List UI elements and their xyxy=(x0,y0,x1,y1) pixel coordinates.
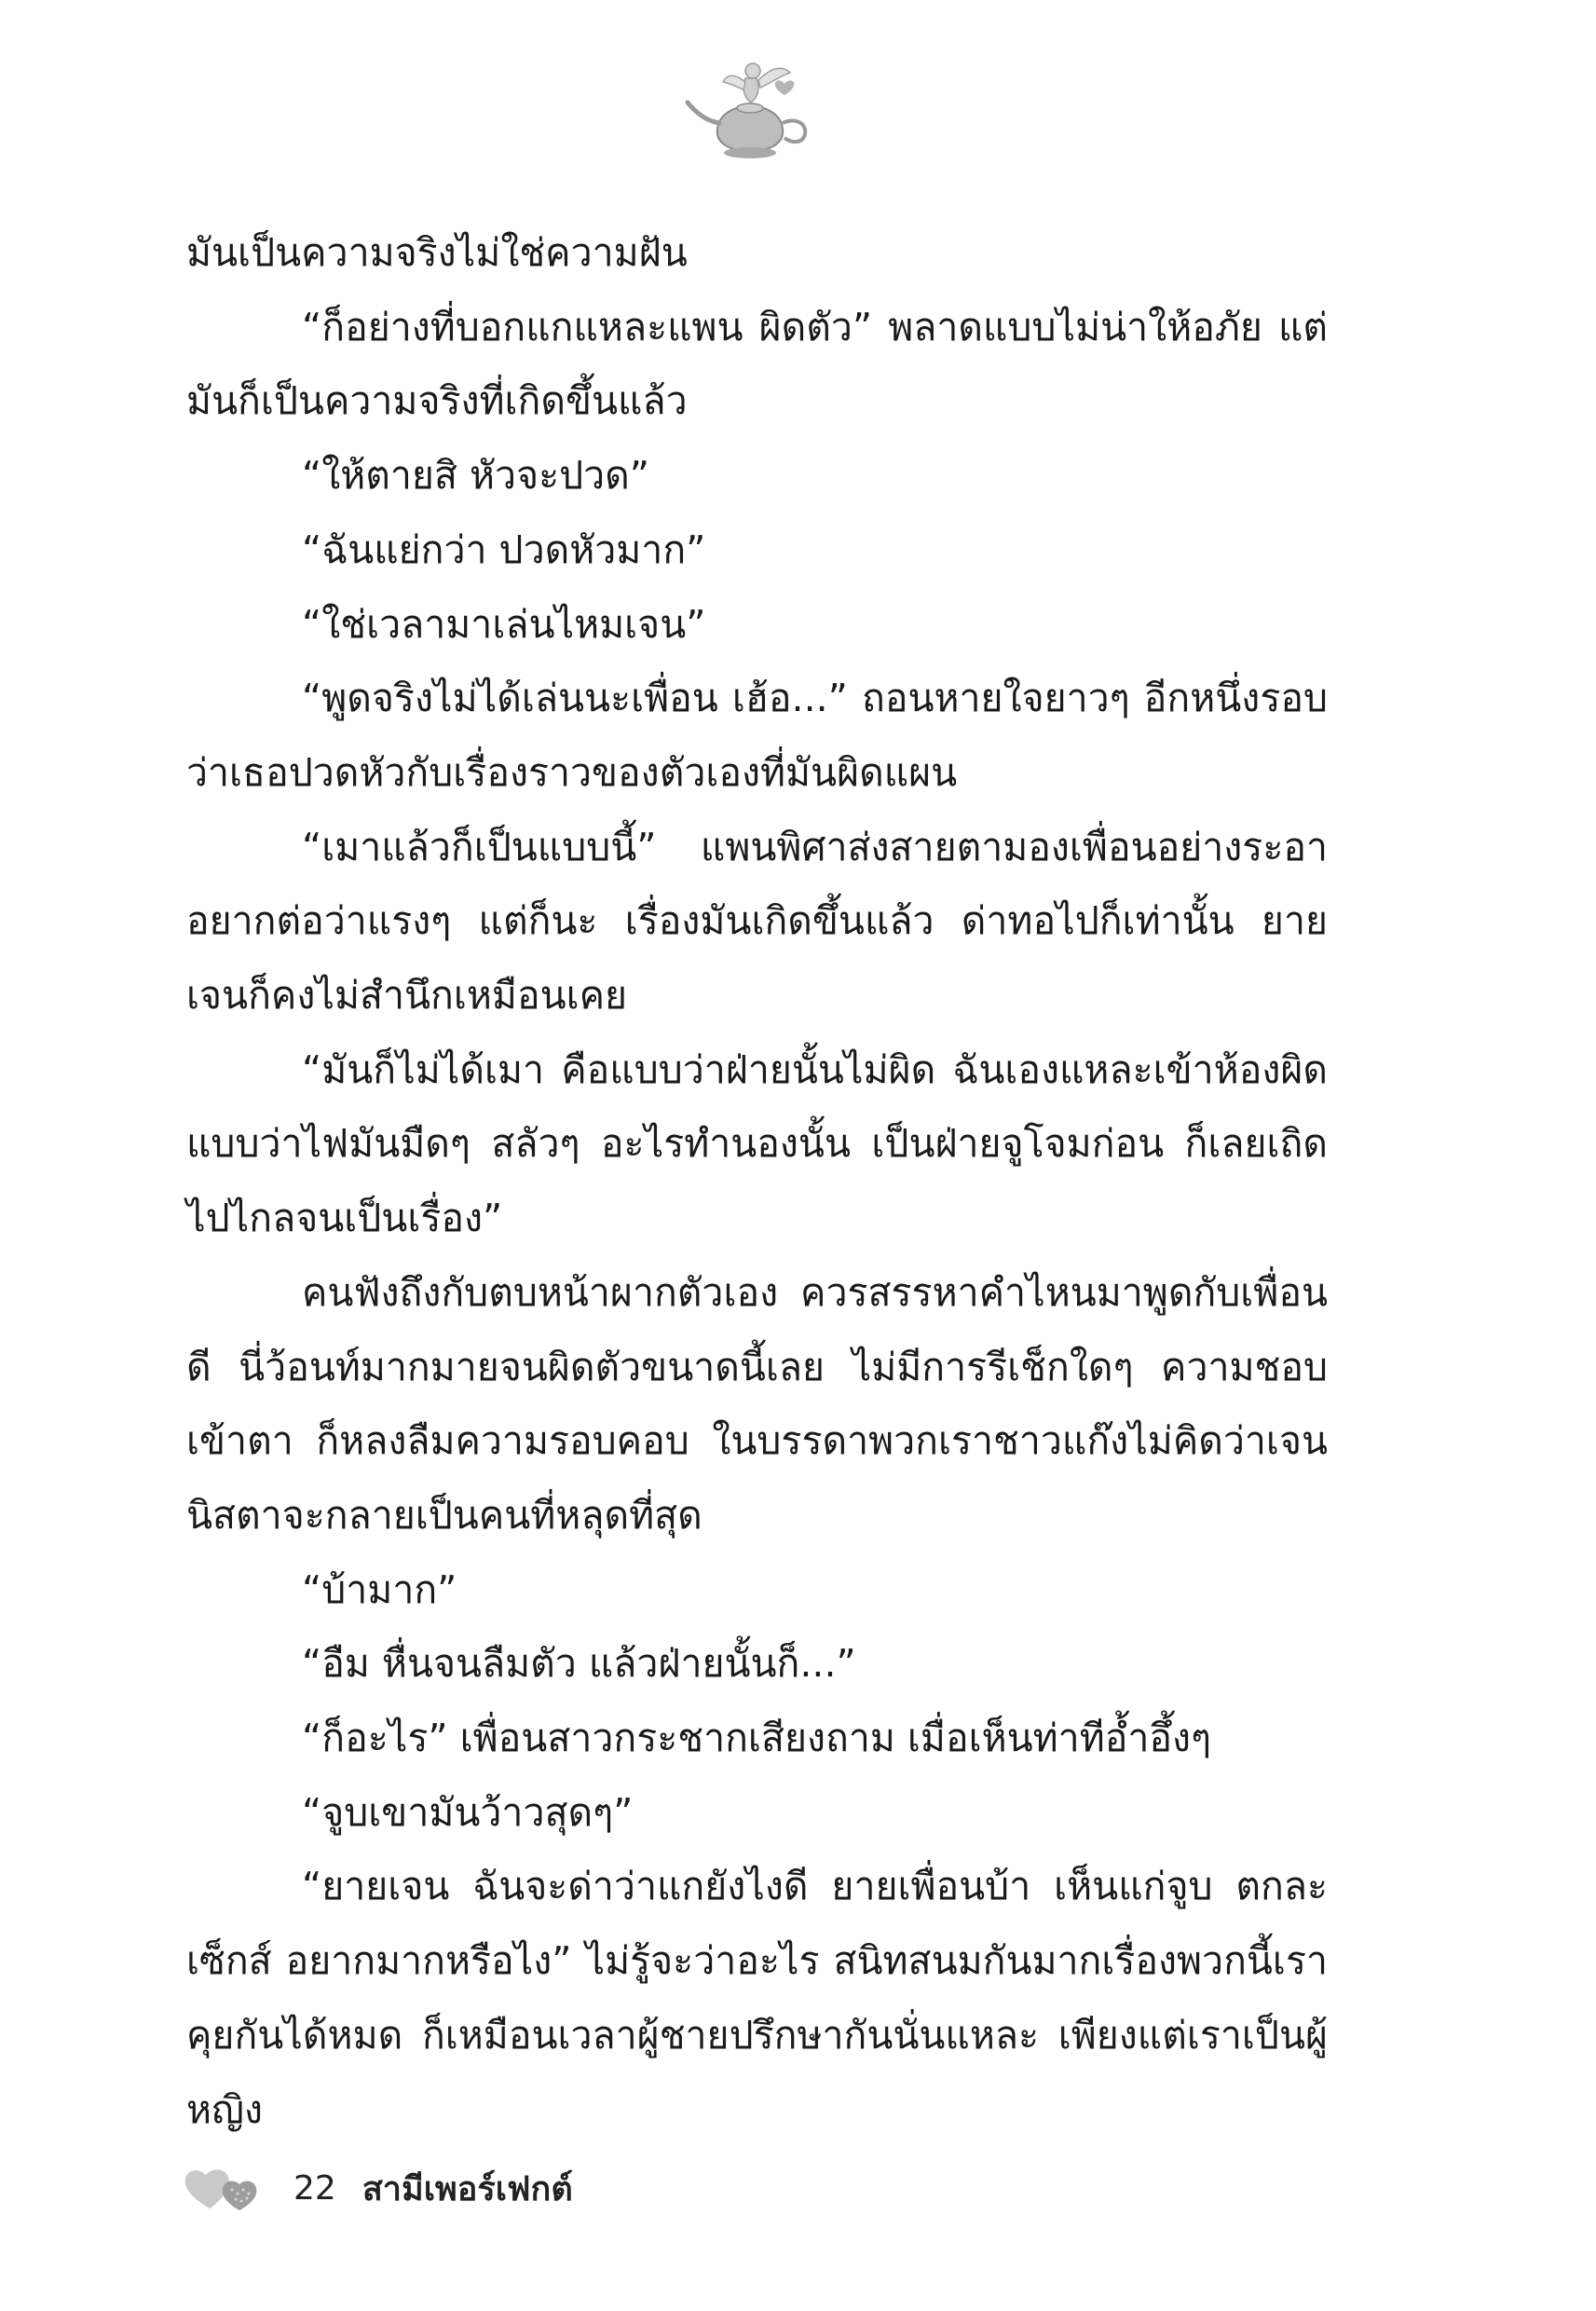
paragraph: “พูดจริงไม่ได้เล่นนะเพื่อน เฮ้อ...” ถอนหายใจยาวๆ อีกหนึ่งรอบ ว่าเธอปวดหัวกับเรื่องราวของตัวเองที่มันผิดแผน xyxy=(186,676,1328,795)
paragraph: “ฉันแย่กว่า ปวดหัวมาก” xyxy=(302,526,706,572)
paragraph: “ให้ตายสิ หัวจะปวด” xyxy=(302,453,650,499)
paragraph: “ใช่เวลามาเล่นไหมเจน” xyxy=(302,601,706,647)
cupid-teapot-ornament-icon xyxy=(680,56,820,172)
page-footer xyxy=(182,2160,573,2216)
paragraph: “เมาแล้วก็เป็นแบบนี้” แพนพิศาส่งสายตามองเพื่อนอย่างระอา อยากต่อว่าแรงๆ แต่ก็นะ เรื่องมันเกิดขึ้นแล้ว ด่าทอไปก็เท่านั้น ยายเจนก็คงไม่สำนึกเหมือนเคย xyxy=(186,824,1328,1019)
paragraph: “จูบเขามันว้าวสุดๆ” xyxy=(302,1789,634,1835)
book-title: สามีเพอร์เฟกต์ xyxy=(361,2169,573,2208)
hearts-icon xyxy=(182,2164,266,2212)
paragraph: “มันก็ไม่ได้เมา คือแบบว่าฝ่ายนั้นไม่ผิด ฉันเองแหละเข้าห้องผิด แบบว่าไฟมันมืดๆ สลัวๆ อะไรทำนองนั้น เป็นฝ่ายจูโจมก่อน ก็เลยเถิดไปไกลจนเป็นเรื่อง” xyxy=(186,1046,1328,1241)
paragraph: “ก็อะไร” เพื่อนสาวกระชากเสียงถาม เมื่อเห็นท่าทีอ้ำอึ้งๆ xyxy=(302,1716,1212,1761)
page-number: 22 xyxy=(293,2168,336,2208)
paragraph: “ยายเจน ฉันจะด่าว่าแกยังไงดี ยายเพื่อนบ้า เห็นแก่จูบ ตกละเซ็กส์ อยากมากหรือไง” ไม่รู้จะว่าอะไร สนิทสนมกันมากเรื่องพวกนี้เราคุยกันได้หมด ก็เหมือนเวลาผู้ชายปรึกษากันนั่นแหละ เพียงแต่เราเป็นผู้หญิง xyxy=(186,1864,1328,2132)
body-text xyxy=(186,216,1328,2147)
paragraph: คนฟังถึงกับตบหน้าผากตัวเอง ควรสรรหาคำไหนมาพูดกับเพื่อนดี นี่ว้อนท์มากมายจนผิดตัวขนาดนี้เลย ไม่มีการรีเช็กใดๆ ความชอบเข้าตา ก็หลงลืมความรอบคอบ ในบรรดาพวกเราชาวแก๊งไม่คิดว่าเจนนิสตาจะกลายเป็นคนที่หลุดที่สุด xyxy=(186,1269,1328,1538)
paragraph: “บ้ามาก” xyxy=(302,1566,457,1612)
paragraph: “ก็อย่างที่บอกแกแหละแพน ผิดตัว” พลาดแบบไม่น่าให้อภัย แต่มันก็เป็นความจริงที่เกิดขึ้นแล้ว xyxy=(186,304,1328,424)
paragraph: มันเป็นความจริงไม่ใช่ความฝัน xyxy=(186,230,688,275)
paragraph: “อืม หื่นจนลืมตัว แล้วฝ่ายนั้นก็...” xyxy=(302,1641,856,1687)
